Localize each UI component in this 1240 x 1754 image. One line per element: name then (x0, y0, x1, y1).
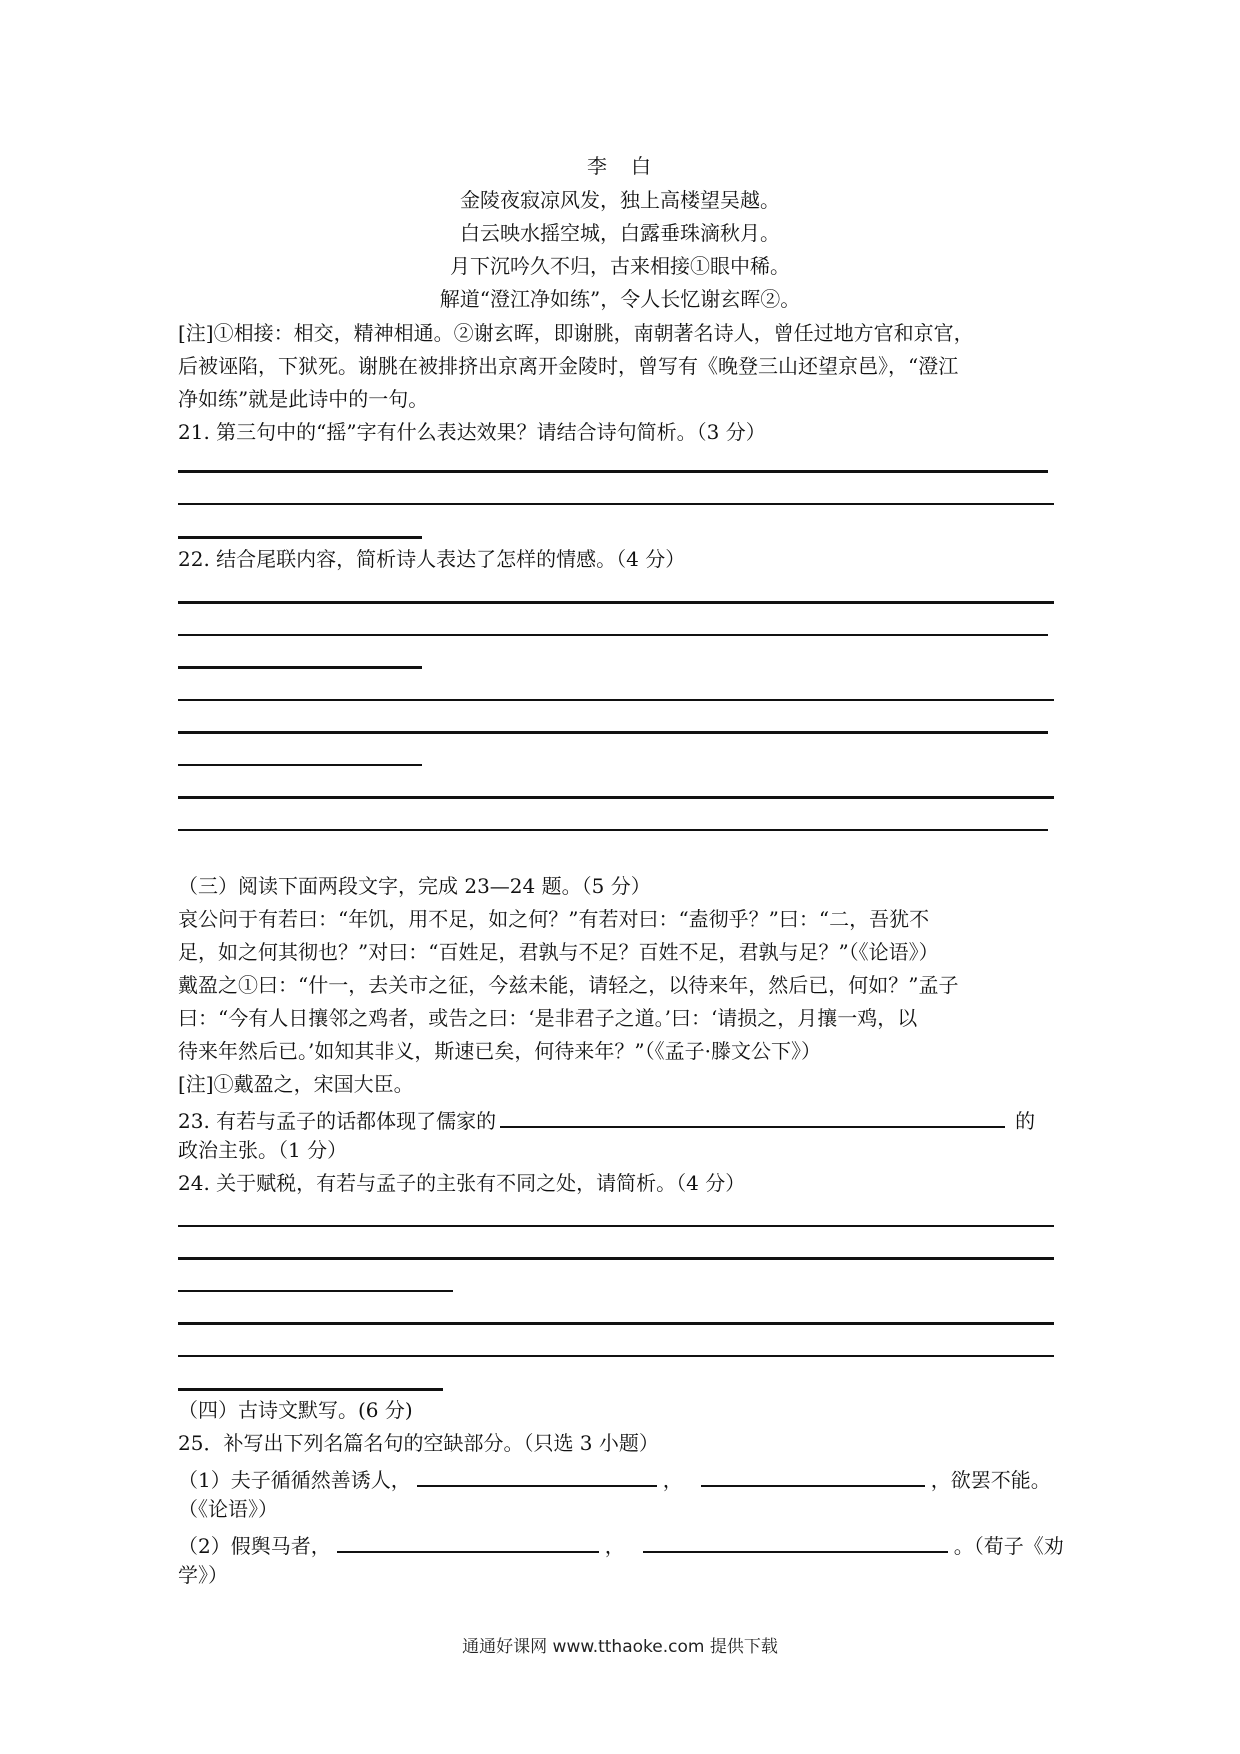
answer-line (178, 796, 1054, 799)
answer-line (178, 731, 1048, 734)
question-21: 21. 第三句中的“摇”字有什么表达效果？请结合诗句简析。（3 分） (178, 420, 766, 444)
fill-blank (643, 1529, 948, 1553)
item-1-suffix: ，欲罢不能。 (930, 1468, 1051, 1492)
passage-line-5: 待来年然后已。’如知其非义，斯速已矣，何待来年？”（《孟子·滕文公下》） (178, 1039, 821, 1063)
answer-line (178, 829, 1048, 831)
recitation-item-1 (178, 1463, 1051, 1493)
answer-line (178, 1290, 453, 1292)
answer-line (178, 503, 1054, 505)
section-3-heading: （三）阅读下面两段文字，完成 23—24 题。（5 分） (178, 874, 651, 898)
poem-line-1: 金陵夜寂凉风发，独上高楼望吴越。 (460, 188, 780, 212)
item-2-prefix: （2）假舆马者， (178, 1534, 331, 1558)
answer-line (178, 634, 1048, 636)
answer-line (178, 1225, 1054, 1227)
answer-line (178, 666, 422, 669)
question-24: 24. 关于赋税，有若与孟子的主张有不同之处，请简析。（4 分） (178, 1171, 746, 1195)
answer-line (178, 1355, 1054, 1357)
item-2-suffix: 。（荀子《劝 (953, 1534, 1064, 1558)
recitation-item-2 (178, 1529, 1064, 1559)
answer-line (178, 536, 422, 539)
question-23-text: 23. 有若与孟子的话都体现了儒家的 (178, 1109, 497, 1133)
fill-blank (701, 1463, 925, 1487)
answer-line (178, 1257, 1054, 1260)
passage-line-2: 足，如之何其彻也？”对曰：“百姓足，君孰与不足？百姓不足，君孰与足？”（《论语》） (178, 940, 939, 964)
fill-blank (500, 1104, 1005, 1128)
passage-line-3: 戴盈之①曰：“什一，去关市之征，今兹未能，请轻之，以待来年，然后已，何如？”孟子 (178, 973, 959, 997)
answer-line (178, 1388, 443, 1391)
poem-line-3: 月下沉吟久不归，古来相接①眼中稀。 (450, 254, 790, 278)
answer-line (178, 699, 1054, 701)
page-footer: 通通好课网 www.tthaoke.com 提供下载 (462, 1637, 778, 1657)
poem-author: 李 白 (587, 154, 653, 178)
section-3-note: [注]①戴盈之，宋国大臣。 (178, 1072, 414, 1096)
item-1-source: （《论语》） (178, 1497, 278, 1521)
fill-blank (417, 1463, 657, 1487)
question-22: 22. 结合尾联内容，简析诗人表达了怎样的情感。（4 分） (178, 547, 686, 571)
note-line-1: [注]①相接：相交，精神相通。②谢玄晖，即谢朓，南朝著名诗人，曾任过地方官和京官， (178, 321, 974, 345)
passage-line-1: 哀公问于有若曰：“年饥，用不足，如之何？”有若对曰：“盍彻乎？”曰：“二，吾犹不 (178, 907, 930, 931)
answer-line (178, 601, 1054, 604)
question-23-line-2: 政治主张。（1 分） (178, 1138, 348, 1162)
poem-line-4: 解道“澄江净如练”，令人长忆谢玄晖②。 (439, 287, 801, 311)
item-1-separator: ， (662, 1468, 683, 1492)
question-23-end: 的 (1015, 1109, 1036, 1133)
answer-line (178, 1322, 1054, 1325)
note-line-3: 净如练”就是此诗中的一句。 (178, 387, 429, 411)
item-2-separator: ， (604, 1534, 625, 1558)
note-line-2: 后被诬陷，下狱死。谢朓在被排挤出京离开金陵时，曾写有《晚登三山还望京邑》，“澄江 (178, 354, 959, 378)
section-4-heading: （四）古诗文默写。(6 分) (178, 1398, 413, 1422)
question-23 (178, 1104, 1035, 1134)
poem-line-2: 白云映水摇空城，白露垂珠滴秋月。 (460, 221, 780, 245)
fill-blank (337, 1529, 599, 1553)
item-2-source: 学》） (178, 1563, 228, 1587)
question-25: 25．补写出下列名篇名句的空缺部分。（只选 3 小题） (178, 1431, 659, 1455)
answer-line (178, 470, 1048, 473)
answer-line (178, 764, 422, 766)
item-1-prefix: （1）夫子循循然善诱人， (178, 1468, 411, 1492)
passage-line-4: 曰：“今有人日攘邻之鸡者，或告之曰：‘是非君子之道。’曰：‘请损之，月攘一鸡，以 (178, 1006, 918, 1030)
